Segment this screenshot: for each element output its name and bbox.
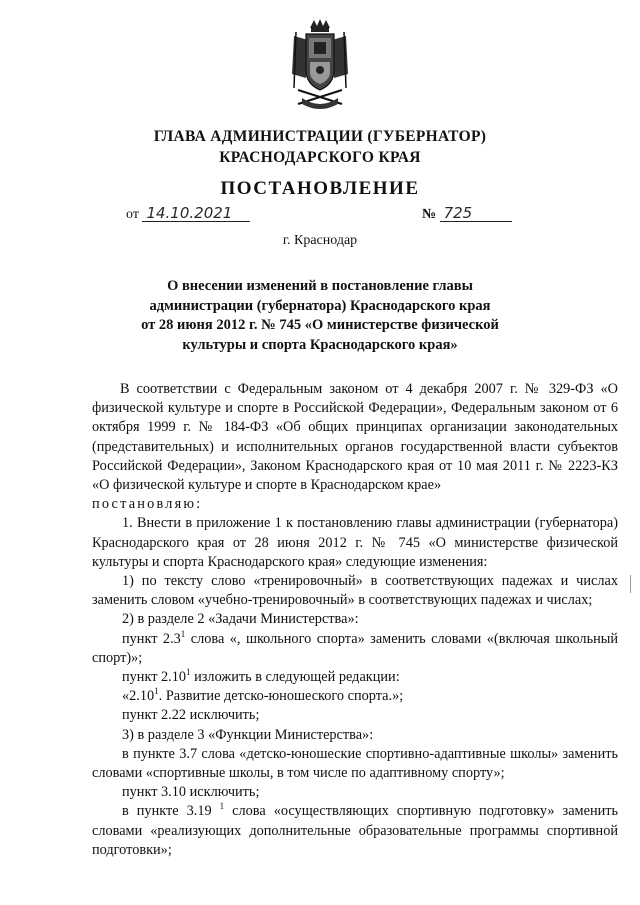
- clause-3-19-sup: 1: [219, 801, 225, 812]
- organization-name-line2: КРАСНОДАРСКОГО КРАЯ: [219, 149, 421, 166]
- clause-2-10-new-start: «2.10: [122, 688, 155, 705]
- title-line: О внесении изменений в постановление главы: [167, 278, 473, 294]
- document-title: [100, 277, 540, 355]
- decree-word: постановляю:: [92, 496, 203, 513]
- number-prefix: №: [422, 207, 437, 222]
- clause-2-10-text: изложить в следующей редакции:: [190, 669, 400, 686]
- subitem-3: 3) в разделе 3 «Функции Министерства»:: [122, 726, 374, 743]
- document-number: [422, 205, 512, 223]
- krasnodar-coat-of-arms-icon: [286, 18, 354, 112]
- clause-2-10: [92, 668, 618, 687]
- city: г. Краснодар: [282, 233, 358, 248]
- organization-name-line1: ГЛАВА АДМИНИСТРАЦИИ (ГУБЕРНАТОР): [153, 128, 487, 145]
- clause-3-7: в пункте 3.7 слова «детско-юношеские спортивно-адаптивные школы» заменить словами «спортивные школы, в том числе по адаптивному спорту»;: [92, 745, 618, 782]
- title-line: администрации (губернатора) Краснодарского края: [149, 297, 491, 314]
- clause-2-10-new-text: . Развитие детско-юношеского спорта.»;: [158, 688, 404, 705]
- title-line: от 28 июня 2012 г. № 745 «О министерстве физической: [141, 317, 499, 333]
- subitem-1: 1) по тексту слово «тренировочный» в соответствующих падежах и числах заменить словом «учебно-тренировочный» в соответствующих падежах и числах;: [92, 573, 618, 609]
- clause-3-10: пункт 3.10 исключить;: [122, 784, 260, 801]
- clause-2-3: [92, 630, 618, 668]
- clause-3-19-text: слова «осуществляющих спортивную подготовку» заменить словами «реализующих дополнительные образовательные программы спортивной подготовки»;: [92, 803, 619, 858]
- clause-2-10-sup: 1: [186, 667, 191, 678]
- date-value: 14.10.2021: [142, 205, 250, 222]
- clause-2-10-start: пункт 2.10: [122, 669, 187, 686]
- clause-2-10-new: [92, 687, 618, 706]
- clause-2-10-new-sup: 1: [154, 686, 159, 697]
- clause-3-19-start: в пункте 3.19: [122, 803, 220, 820]
- scan-mark: [630, 575, 631, 593]
- item-1: 1. Внести в приложение 1 к постановлению главы администрации (губернатора) Краснодарского края от 28 июня 2012 г. № 745 «О министерстве физической культуры и спорта Краснодарского края» следующие изменения:: [92, 515, 618, 570]
- clause-3-19: [92, 802, 618, 860]
- document-date: [126, 205, 250, 223]
- title-line: культуры и спорта Краснодарского края»: [182, 336, 458, 353]
- number-value: 725: [440, 205, 512, 222]
- date-prefix: от: [126, 207, 139, 222]
- clause-2-22: пункт 2.22 исключить;: [122, 707, 260, 724]
- document-body: [92, 380, 619, 860]
- clause-2-3-sup: 1: [180, 628, 186, 639]
- clause-2-3-text: слова «, школьного спорта» заменить словами «(включая школьный спорт)»;: [92, 630, 618, 666]
- document-type: ПОСТАНОВЛЕНИЕ: [220, 178, 420, 199]
- subitem-2: 2) в разделе 2 «Задачи Министерства»:: [122, 611, 359, 628]
- clause-2-3-start: пункт 2.3: [122, 630, 181, 647]
- preamble: В соответствии с Федеральным законом от 4 декабря 2007 г. № 329-ФЗ «О физической культуре и спорте в Российской Федерации», Федеральным законом от 6 октября 1999 г. № 184-ФЗ «Об общих принципах организации законодательных (представительных) и исполнительных органов государственной власти субъектов Российской Федерации», Законом Краснодарского края от 10 мая 2011 г. № 2223-КЗ «О физической культуре и спорте в Краснодарском крае»: [92, 381, 618, 494]
